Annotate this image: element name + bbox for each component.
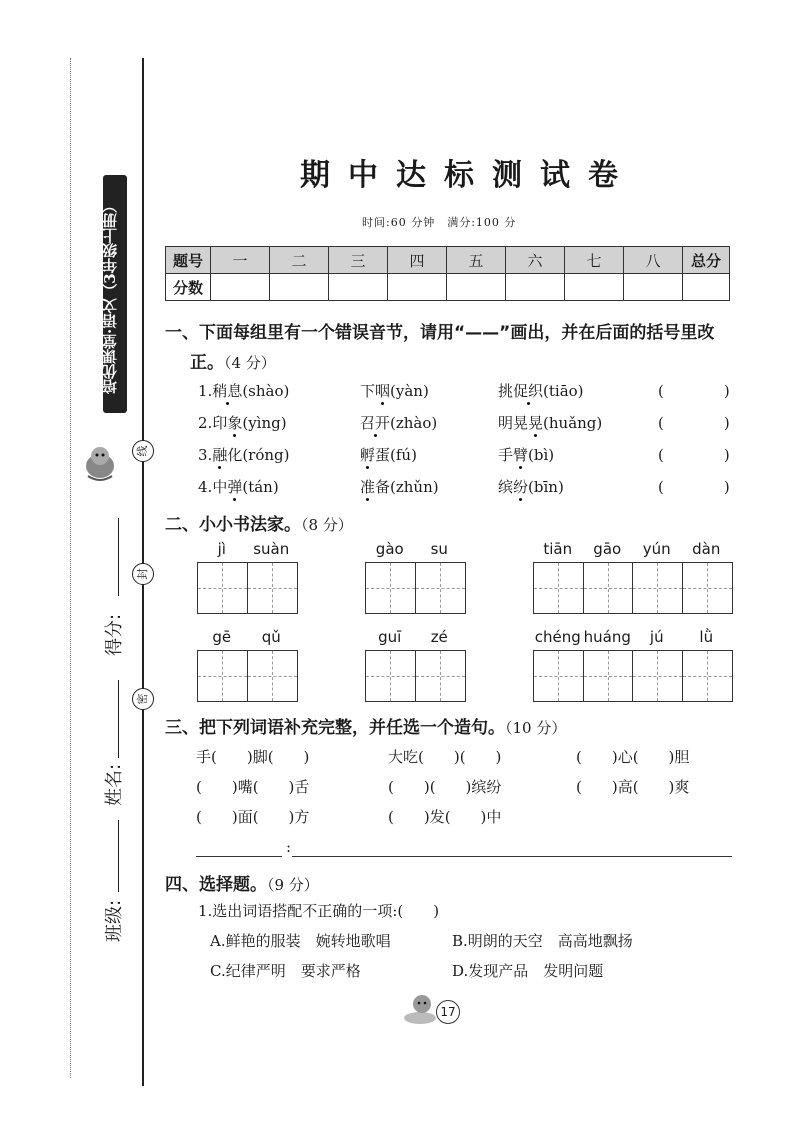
word-part: 缤 <box>498 478 514 496</box>
item-word-a[interactable] <box>198 412 287 433</box>
score-cell[interactable] <box>270 274 329 301</box>
fill-item[interactable]: 大吃( )( ) <box>388 748 502 766</box>
section4-points: （9 分） <box>267 876 319 894</box>
class-field-label: 班级: <box>104 899 126 943</box>
writing-cell[interactable] <box>683 563 733 613</box>
word-part: (tán) <box>242 478 279 496</box>
score-table <box>165 246 730 301</box>
answer-paren[interactable]: ( ) <box>658 446 730 464</box>
writing-cell[interactable] <box>198 651 248 701</box>
item-word-c[interactable] <box>498 476 564 497</box>
fill-item[interactable]: ( )( )缤纷 <box>388 778 502 796</box>
answer-paren[interactable]: ( ) <box>658 414 730 432</box>
question-1: 1.选出词语搭配不正确的一项:( ) <box>198 902 440 920</box>
writing-cell[interactable] <box>198 563 248 613</box>
word-part: 蛋(fú) <box>375 446 417 464</box>
writing-cell[interactable] <box>366 563 416 613</box>
word-part: 开(zhào) <box>375 414 438 432</box>
col-2: 二 <box>270 247 329 274</box>
header-cell: 题号 <box>166 247 211 274</box>
writing-cell[interactable] <box>633 651 683 701</box>
col-6: 六 <box>506 247 565 274</box>
fill-item[interactable]: ( )嘴( )舌 <box>196 778 310 796</box>
score-cell[interactable] <box>506 274 565 301</box>
word-part: 4. <box>198 478 213 496</box>
word-part: (yìng) <box>242 414 287 432</box>
word-part: 2. <box>198 414 213 432</box>
writing-cell[interactable] <box>416 563 466 613</box>
cut-label-seal: 封 <box>132 563 154 585</box>
tianzige-grid <box>197 650 298 702</box>
writing-cell[interactable] <box>683 651 733 701</box>
word-choice-line[interactable] <box>196 856 282 857</box>
writing-cell[interactable] <box>633 563 683 613</box>
pinyin-label: jì <box>217 540 226 558</box>
mascot-footer-icon <box>400 988 440 1028</box>
option-a[interactable]: A.鲜艳的服装 婉转地歌唱 <box>210 932 391 950</box>
answer-paren[interactable]: ( ) <box>658 382 730 400</box>
pinyin-label: suàn <box>253 540 290 558</box>
score-table-header <box>166 247 730 274</box>
score-field-line[interactable] <box>118 518 119 596</box>
word-part: 稍 <box>212 382 228 400</box>
writing-cell[interactable] <box>584 563 634 613</box>
section3-title: 三、把下列词语补充完整，并任选一个造句。（10 分） <box>165 718 567 738</box>
tianzige-grid <box>533 562 733 614</box>
fill-item[interactable]: ( )高( )爽 <box>576 778 690 796</box>
word-part: 召 <box>360 414 376 432</box>
brand-box: 培优课堂·语文（3年级上册） <box>103 175 127 413</box>
col-7: 七 <box>565 247 624 274</box>
writing-cell[interactable] <box>534 651 584 701</box>
word-part: 3. <box>198 446 213 464</box>
option-c[interactable]: C.纪律严明 要求严格 <box>210 962 361 980</box>
col-5: 五 <box>447 247 506 274</box>
word-part: 下 <box>360 382 376 400</box>
fill-item[interactable]: ( )面( )方 <box>196 808 310 826</box>
word-part: (huǎng) <box>543 414 603 432</box>
dotted-char: 融 <box>212 446 228 464</box>
option-b[interactable]: B.明朗的天空 高高地飘扬 <box>452 932 633 950</box>
pinyin-label: su <box>430 540 448 558</box>
col-total: 总分 <box>683 247 730 274</box>
tianzige-grid <box>365 650 466 702</box>
pinyin-label: qǔ <box>261 628 281 646</box>
col-4: 四 <box>388 247 447 274</box>
word-part: 1. <box>198 382 213 400</box>
score-row-label: 分数 <box>166 274 211 301</box>
sentence-line[interactable] <box>292 856 732 857</box>
section1-points: （4 分） <box>224 354 276 372</box>
score-cell-total[interactable] <box>683 274 730 301</box>
name-field-label: 姓名: <box>104 763 126 807</box>
page-number: 17 <box>436 1000 460 1024</box>
item-word-c[interactable] <box>498 444 554 465</box>
score-cell[interactable] <box>211 274 270 301</box>
item-word-b[interactable] <box>360 444 417 465</box>
word-part: (bīn) <box>528 478 564 496</box>
item-word-b[interactable] <box>360 412 437 433</box>
word-part: (yàn) <box>390 382 429 400</box>
dotted-char: 咽 <box>375 382 391 400</box>
tianzige-grid <box>197 562 298 614</box>
cut-label-secret: 密 <box>132 688 154 710</box>
time-info: 时间:60 分钟 满分:100 分 <box>362 216 517 229</box>
item-word-c[interactable] <box>498 412 602 433</box>
dotted-char: 纷 <box>513 478 529 496</box>
item-word-a[interactable] <box>198 380 289 401</box>
item-word-b[interactable] <box>360 380 429 401</box>
score-table-row <box>166 274 730 301</box>
word-part: 印 <box>212 414 228 432</box>
section3-points: （10 分） <box>505 719 567 737</box>
item-word-a[interactable] <box>198 476 279 497</box>
fill-item[interactable]: ( )发( )中 <box>388 808 502 826</box>
word-part: 中 <box>212 478 228 496</box>
word-part: 手 <box>498 446 514 464</box>
word-part: (bì) <box>528 446 555 464</box>
writing-cell[interactable] <box>584 651 634 701</box>
writing-cell[interactable] <box>534 563 584 613</box>
dotted-char: 孵 <box>360 446 376 464</box>
series-brand <box>103 175 127 425</box>
mascot-icon <box>78 440 122 484</box>
tianzige-grid <box>533 650 733 702</box>
section4-title: 四、选择题。（9 分） <box>165 875 319 895</box>
word-part: 织(tiāo) <box>528 382 584 400</box>
brand-name: 培优课堂 <box>101 333 119 394</box>
item-word-a[interactable] <box>198 444 290 465</box>
binding-dotted-line <box>70 58 71 1078</box>
pinyin-label: yún <box>642 540 671 558</box>
item-word-b[interactable] <box>360 476 439 497</box>
option-d[interactable]: D.发现产品 发明问题 <box>452 962 604 980</box>
answer-paren[interactable]: ( ) <box>658 478 730 496</box>
dotted-char: 弹 <box>227 478 243 496</box>
word-part: 备(zhǔn) <box>375 478 439 496</box>
pinyin-label: gào <box>375 540 404 558</box>
section2-points: （8 分） <box>301 516 353 534</box>
name-field-line[interactable] <box>118 680 119 758</box>
score-cell[interactable] <box>447 274 506 301</box>
writing-cell[interactable] <box>366 651 416 701</box>
writing-cell[interactable] <box>248 651 298 701</box>
score-cell[interactable] <box>565 274 624 301</box>
section1-title: 一、下面每组里有一个错误音节，请用“——”画出，并在后面的括号里改 <box>165 323 715 343</box>
score-cell[interactable] <box>388 274 447 301</box>
pinyin-label: gē <box>212 628 232 646</box>
pinyin-label: chéng <box>534 628 581 646</box>
col-1: 一 <box>211 247 270 274</box>
cut-label-line: 线 <box>132 440 154 462</box>
word-part: 挑促 <box>498 382 529 400</box>
word-part: 化(róng) <box>227 446 290 464</box>
word-part: 息(shào) <box>227 382 290 400</box>
writing-cell[interactable] <box>416 651 466 701</box>
pinyin-label: zé <box>430 628 448 646</box>
score-field-label: 得分: <box>104 613 126 657</box>
pinyin-label: gāo <box>593 540 622 558</box>
pinyin-label: jú <box>649 628 664 646</box>
pinyin-label: lǜ <box>699 628 714 646</box>
fill-item[interactable]: 手( )脚( ) <box>196 748 310 766</box>
section1-title-cont: 正。（4 分） <box>190 353 276 373</box>
dotted-char: 晃 <box>528 414 544 432</box>
dotted-char: 象 <box>227 414 243 432</box>
col-8: 八 <box>624 247 683 274</box>
score-cell[interactable] <box>329 274 388 301</box>
dotted-char: 臂 <box>513 446 529 464</box>
class-field-line[interactable] <box>118 820 119 892</box>
sentence-colon: : <box>286 838 292 856</box>
writing-cell[interactable] <box>248 563 298 613</box>
book-name: 语文（3年级上册） <box>101 198 119 329</box>
pinyin-label: huáng <box>583 628 631 646</box>
fill-item[interactable]: ( )心( )胆 <box>576 748 690 766</box>
dotted-char: 准 <box>360 478 376 496</box>
section2-title: 二、小小书法家。（8 分） <box>165 515 353 535</box>
tianzige-grid <box>365 562 466 614</box>
item-word-c[interactable] <box>498 380 584 401</box>
word-part: 明晃 <box>498 414 529 432</box>
col-3: 三 <box>329 247 388 274</box>
pinyin-label: dàn <box>692 540 721 558</box>
pinyin-label: guī <box>378 628 402 646</box>
page-title: 期中达标测试卷 <box>300 158 636 193</box>
pinyin-label: tiān <box>543 540 573 558</box>
score-cell[interactable] <box>624 274 683 301</box>
